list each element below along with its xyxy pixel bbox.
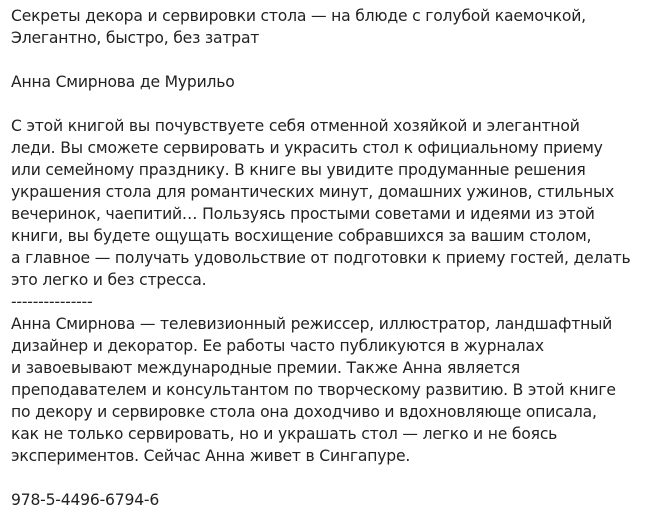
author-bio (11, 313, 641, 467)
subtitle-line: Элегантно, быстро, без затрат (11, 29, 260, 47)
book-annotation (11, 115, 641, 291)
bio-line: как не только сервировать, но и украшать стол — легко и не боясь (11, 425, 558, 443)
blank-line (11, 49, 641, 71)
annotation-line: украшения стола для романтических минут, домашних ужинов, стильных (11, 183, 615, 201)
bio-line: по декору и сервировке стола она доходчиво и вдохновляюще описала, (11, 403, 597, 421)
blank-line (11, 93, 641, 115)
title-line: Секреты декора и сервировки стола — на блюде с голубой каемочкой, (11, 7, 586, 25)
book-title (11, 5, 641, 49)
annotation-line: вечеринок, чаепитий… Пользуясь простыми советами и идеями из этой (11, 205, 595, 223)
bio-line: Анна Смирнова — телевизионный режиссер, иллюстратор, ландшафтный (11, 315, 613, 333)
bio-line: преподавателем и консультантом по творческому развитию. В этой книге (11, 381, 616, 399)
section-separator: --------------- (11, 293, 93, 311)
isbn-number: 978-5-4496-6794-6 (11, 491, 160, 509)
blank-line (11, 467, 641, 489)
annotation-line: С этой книгой вы почувствуете себя отменной хозяйкой и элегантной (11, 117, 580, 135)
annotation-line: леди. Вы сможете сервировать и украсить стол к официальному приему (11, 139, 603, 157)
annotation-line: это легко и без стресса. (11, 271, 207, 289)
author-name: Анна Смирнова де Мурильо (11, 73, 235, 91)
annotation-line: а главное — получать удовольствие от подготовки к приему гостей, делать (11, 249, 631, 267)
annotation-line: книги, вы будете ощущать восхищение собравшихся за вашим столом, (11, 227, 592, 245)
bio-line: экспериментов. Сейчас Анна живет в Сингапуре. (11, 447, 411, 465)
annotation-line: или семейному празднику. В книге вы увидите продуманные решения (11, 161, 586, 179)
bio-line: дизайнер и декоратор. Ее работы часто публикуются в журналах (11, 337, 544, 355)
bio-line: и завоевывают международные премии. Также Анна является (11, 359, 520, 377)
book-description-document (11, 5, 641, 511)
